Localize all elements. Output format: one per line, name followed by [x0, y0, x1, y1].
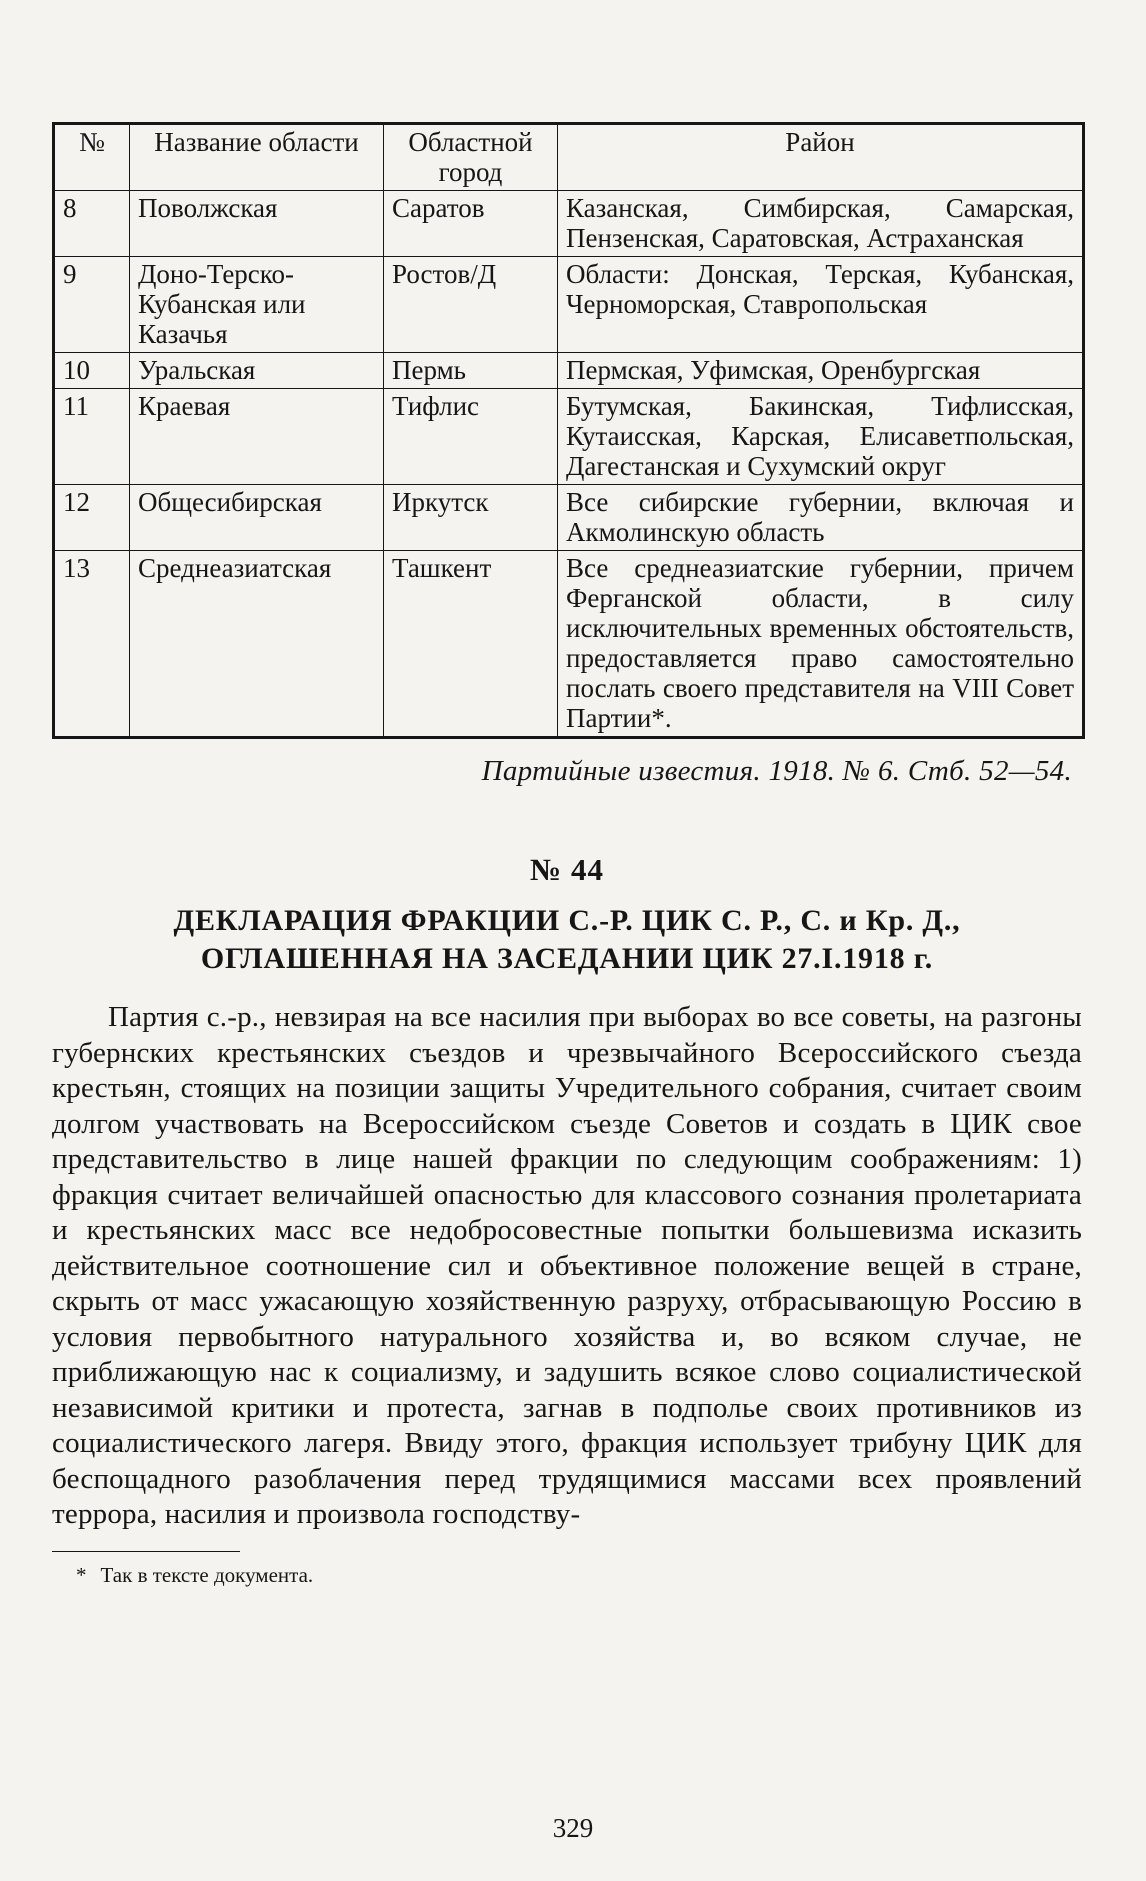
- cell-name: Общесибирская: [130, 485, 384, 551]
- body-paragraph: Партия с.-р., невзирая на все насилия при выборах во все советы, на разгоны губернских крестьянских съездов и чрезвычайного Всероссийского съезда крестьян, стоящих на позиции защиты Учредительного собрания, считает своим долгом участвовать на Всероссийском съезде Советов и создать в ЦИК свое представительство в лице нашей фракции по следующим соображениям: 1) фракция считает величайшей опасностью для классового сознания пролетариата и крестьянских масс все недобросовестные попытки большевизма исказить действительное соотношение сил и объективное положение вещей в стране, скрыть от масс ужасающую хозяйственную разруху, отбрасывающую Россию в условия первобытного натурального хозяйства и, во всяком случае, не приближающую нас к социализму, и задушить всякое слово социалистической независимой критики и протеста, загнав в подполье своих противников из социалистического лагеря. Ввиду этого, фракция использует трибуну ЦИК для беспощадного разоблачения перед трудящимися массами всех проявлений террора, насилия и произвола господству-: [52, 1001, 1082, 1530]
- table-row: [54, 485, 1084, 551]
- cell-district: Все сибирские губернии, включая и Акмолинскую область: [558, 485, 1084, 551]
- document-title-line: ОГЛАШЕННАЯ НА ЗАСЕДАНИИ ЦИК 27.I.1918 г.: [200, 942, 934, 975]
- table-row: [54, 353, 1084, 389]
- table-row: [54, 389, 1084, 485]
- footnote-mark: *: [76, 1562, 87, 1587]
- source-citation: Партийные известия. 1918. № 6. Стб. 52—54.: [481, 755, 1072, 787]
- regions-table: [52, 122, 1085, 739]
- footnote-divider: [52, 1551, 240, 1552]
- header-num: №: [54, 124, 130, 191]
- page-number: 329: [552, 1813, 594, 1843]
- table-row: [54, 257, 1084, 353]
- cell-name: Уральская: [130, 353, 384, 389]
- header-name: Название области: [130, 124, 384, 191]
- cell-district: Все среднеазиатские губернии, причем Ферганской области, в силу исключительных временных обстоятельств, предоставляется право самостоятельно послать своего представителя на VIII Совет Партии*.: [558, 551, 1084, 738]
- table-row: [54, 191, 1084, 257]
- cell-district: Казанская, Симбирская, Самарская, Пензенская, Саратовская, Астраханская: [558, 191, 1084, 257]
- cell-city: Пермь: [384, 353, 558, 389]
- cell-num: 9: [54, 257, 130, 353]
- header-city: Областной город: [384, 124, 558, 191]
- cell-city: Ростов/Д: [384, 257, 558, 353]
- cell-num: 8: [54, 191, 130, 257]
- cell-num: 13: [54, 551, 130, 738]
- document-title: [52, 902, 1082, 978]
- header-district: Район: [558, 124, 1084, 191]
- cell-city: Ташкент: [384, 551, 558, 738]
- footnote: [76, 1562, 1082, 1588]
- cell-name: Поволжская: [130, 191, 384, 257]
- cell-num: 11: [54, 389, 130, 485]
- document-number: № 44: [530, 852, 604, 887]
- cell-name: Краевая: [130, 389, 384, 485]
- cell-city: Иркутск: [384, 485, 558, 551]
- cell-name: Среднеазиатская: [130, 551, 384, 738]
- cell-city: Тифлис: [384, 389, 558, 485]
- table-row: [54, 551, 1084, 738]
- page-content: [52, 122, 1082, 1588]
- cell-district: Области: Донская, Терская, Кубанская, Черноморская, Ставропольская: [558, 257, 1084, 353]
- cell-district: Бутумская, Бакинская, Тифлисская, Кутаисская, Карская, Елисаветпольская, Дагестанская и Сухумский округ: [558, 389, 1084, 485]
- cell-district: Пермская, Уфимская, Оренбургская: [558, 353, 1084, 389]
- footnote-text: Так в тексте документа.: [100, 1562, 314, 1587]
- table-header-row: [54, 124, 1084, 191]
- cell-num: 10: [54, 353, 130, 389]
- cell-city: Саратов: [384, 191, 558, 257]
- document-title-line: ДЕКЛАРАЦИЯ ФРАКЦИИ С.-Р. ЦИК С. Р., С. и Кр. Д.,: [173, 904, 961, 937]
- cell-num: 12: [54, 485, 130, 551]
- cell-name: Доно-Терско-Кубанская или Казачья: [130, 257, 384, 353]
